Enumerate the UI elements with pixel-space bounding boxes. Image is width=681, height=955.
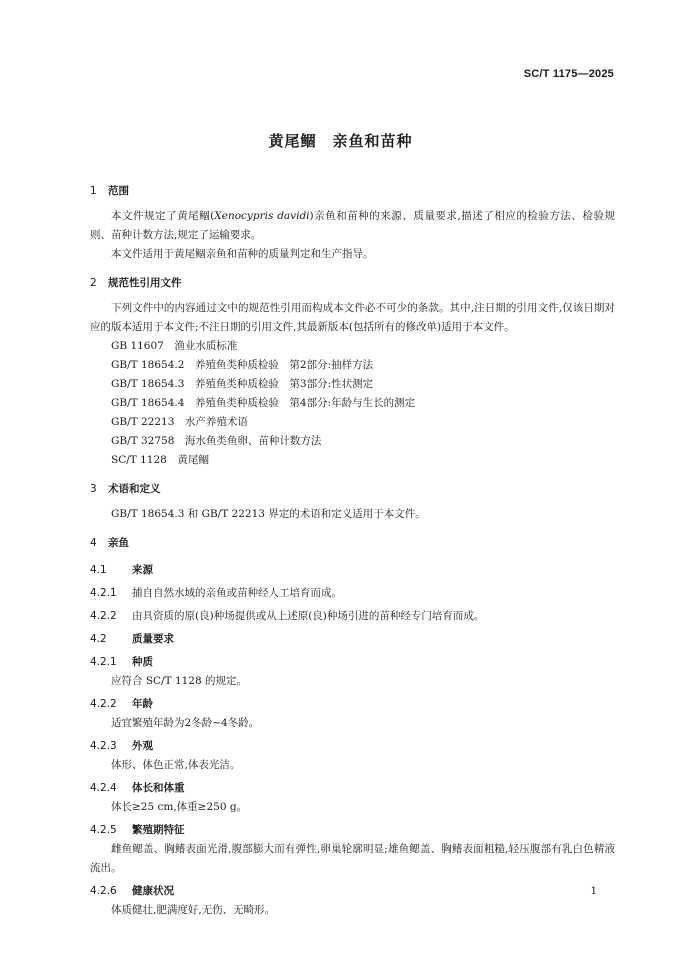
clause-number: 4.2.2: [90, 698, 117, 710]
clause-text: 适宜繁殖年龄为2冬龄~4冬龄。: [111, 717, 260, 729]
clause-title: 年龄: [132, 698, 153, 710]
clause-text: 体长≥25 cm,体重≥250 g。: [111, 801, 248, 813]
latin-name: Xenocypris davidi: [214, 210, 310, 222]
subsection-4-2-heading: [90, 630, 615, 649]
subsection-title: 来源: [132, 564, 153, 576]
reference-item: GB/T 18654.2 养殖鱼类种质检验 第2部分:抽样方法: [111, 359, 374, 371]
clause-breeding-heading: [90, 821, 615, 840]
clause-text: 雌鱼鳃盖、胸鳍表面光滑,腹部膨大而有弹性,卵巢轮廓明显;雄鱼鳃盖、胸鳍表面粗糙,轻压腹部有乳白色精液流出。: [90, 843, 615, 874]
clause-number: 4.2.2: [90, 610, 117, 622]
section-number: 3: [90, 483, 97, 495]
section-1-heading: [90, 182, 615, 201]
scope-paragraph-1: 本文件规定了黄尾鲴(Xenocypris davidi)亲鱼和苗种的来源、质量要求,描述了相应的检验方法、检验规则、苗种计数方法,规定了运输要求。: [90, 210, 615, 241]
clause-health-heading: [90, 882, 615, 901]
reference-item: GB/T 22213 水产养殖术语: [111, 416, 248, 428]
reference-item: GB 11607 渔业水质标准: [111, 340, 238, 352]
clause-title: 健康状况: [132, 885, 174, 897]
scope-paragraph-2: 本文件适用于黄尾鲴亲鱼和苗种的质量判定和生产指导。: [111, 248, 374, 260]
page-number: 1: [590, 886, 597, 897]
subsection-title: 质量要求: [132, 633, 174, 645]
clause-title: 外观: [132, 740, 153, 752]
clause-title: 种质: [132, 656, 153, 668]
terms-paragraph: GB/T 18654.3 和 GB/T 22213 界定的术语和定义适用于本文件。: [111, 508, 426, 520]
clause-text: 由具资质的原(良)种场提供或从上述原(良)种场引进的苗种经专门培育而成。: [132, 610, 485, 622]
clause-age-heading: [90, 695, 615, 714]
section-number: 1: [90, 185, 97, 197]
page-title: 黄尾鲴 亲鱼和苗种: [268, 132, 413, 150]
reference-item: GB/T 18654.3 养殖鱼类种质检验 第3部分:性状测定: [111, 378, 374, 390]
clause-number: 4.2.6: [90, 885, 117, 897]
clause-germplasm-heading: [90, 653, 615, 672]
section-number: 2: [90, 277, 97, 289]
section-2-heading: [90, 274, 615, 293]
section-4-heading: [90, 534, 615, 553]
clause-number: 4.2.1: [90, 587, 117, 599]
clause-appearance-heading: [90, 737, 615, 756]
section-number: 4: [90, 537, 97, 549]
section-title: 术语和定义: [108, 483, 161, 495]
section-title: 规范性引用文件: [108, 277, 182, 289]
clause-4-2-2-source: [90, 607, 615, 626]
references-intro: 下列文件中的内容通过文中的规范性引用而构成本文件必不可少的条款。其中,注日期的引用文件,仅该日期对应的版本适用于本文件;不注日期的引用文件,其最新版本(包括所有的修改单)适用于本文件。: [90, 302, 615, 333]
clause-title: 体长和体重: [132, 782, 185, 794]
clause-length-weight-heading: [90, 779, 615, 798]
subsection-number: 4.1: [90, 564, 107, 576]
clause-text: 体形、体色正常,体表光洁。: [111, 759, 241, 771]
subsection-number: 4.2: [90, 633, 107, 645]
subsection-4-1-heading: [90, 561, 615, 580]
clause-title: 繁殖期特征: [132, 824, 185, 836]
clause-text: 应符合 SC/T 1128 的规定。: [111, 675, 248, 687]
clause-4-2-1-source: [90, 584, 615, 603]
clause-number: 4.2.1: [90, 656, 117, 668]
reference-item: GB/T 18654.4 养殖鱼类种质检验 第4部分:年龄与生长的测定: [111, 397, 416, 409]
reference-item: GB/T 32758 海水鱼类鱼卵、苗种计数方法: [111, 435, 322, 447]
clause-number: 4.2.4: [90, 782, 117, 794]
section-title: 范围: [108, 185, 129, 197]
clause-number: 4.2.3: [90, 740, 117, 752]
clause-number: 4.2.5: [90, 824, 117, 836]
standard-number: SC/T 1175—2025: [523, 68, 614, 80]
reference-item: SC/T 1128 黄尾鲴: [111, 454, 209, 466]
clause-text: 体质健壮,肥满度好,无伤、无畸形。: [111, 904, 276, 916]
section-3-heading: [90, 480, 615, 499]
section-title: 亲鱼: [108, 537, 129, 549]
document-body: [90, 182, 615, 920]
clause-text: 捕自自然水域的亲鱼或苗种经人工培育而成。: [132, 587, 342, 599]
